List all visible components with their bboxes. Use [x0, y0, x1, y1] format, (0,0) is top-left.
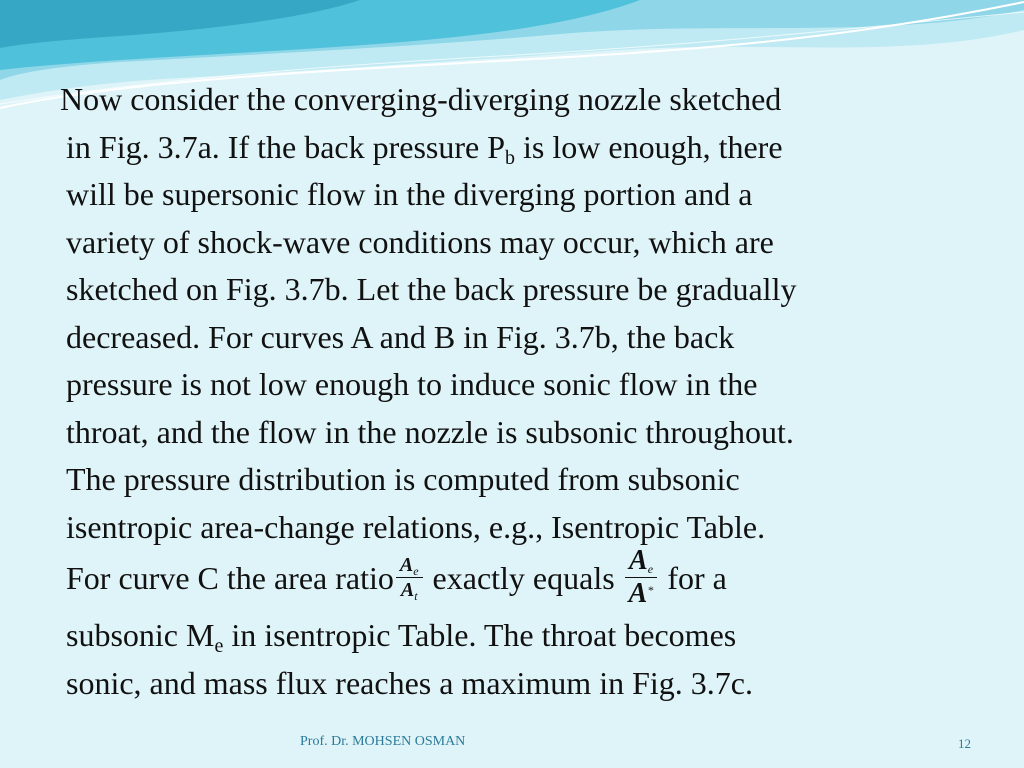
curve-c-line: For curve C the area ratio $\frac{A_e}{A_t}$ exactly equals $\frac{A_e}{A^*}$ for a — [66, 545, 727, 609]
area-ratio-ae-astar: $\frac{A_e}{A^*}$ — [625, 547, 658, 608]
area-ratio-ae-at: $\frac{A_e}{A_t}$ — [396, 555, 423, 600]
subscript: b — [505, 146, 516, 169]
body-line: sonic, and mass flux reaches a maximum in Fig. 3.7c. — [66, 664, 753, 701]
body-line: in Fig. 3.7a. If the back pressure $P_b$ is low enough, there — [66, 128, 783, 169]
body-line: decreased. For curves A and B in Fig. 3.7b, the back — [66, 318, 735, 355]
footer-author: Prof. Dr. MOHSEN OSMAN — [300, 734, 466, 749]
slide-body — [60, 76, 986, 707]
body-line: pressure is not low enough to induce sonic flow in the — [66, 366, 758, 402]
body-line: variety of shock-wave conditions may occur, which are — [66, 223, 774, 260]
body-line: sketched on Fig. 3.7b. Let the back pressure be gradually — [66, 271, 797, 307]
subscript: e — [214, 635, 224, 657]
body-line: The pressure distribution is computed from subsonic — [66, 461, 740, 497]
body-line: Now consider the converging-diverging nozzle sketched — [60, 81, 782, 117]
body-line: throat, and the flow in the nozzle is subsonic throughout. — [66, 413, 794, 450]
body-line: isentropic area-change relations, e.g., Isentropic Table. — [66, 508, 766, 545]
page-number: 12 — [958, 736, 971, 751]
body-line: will be supersonic flow in the diverging portion and a — [66, 176, 753, 212]
body-line: subsonic $M_e$ in isentropic Table. The throat becomes — [66, 617, 737, 657]
